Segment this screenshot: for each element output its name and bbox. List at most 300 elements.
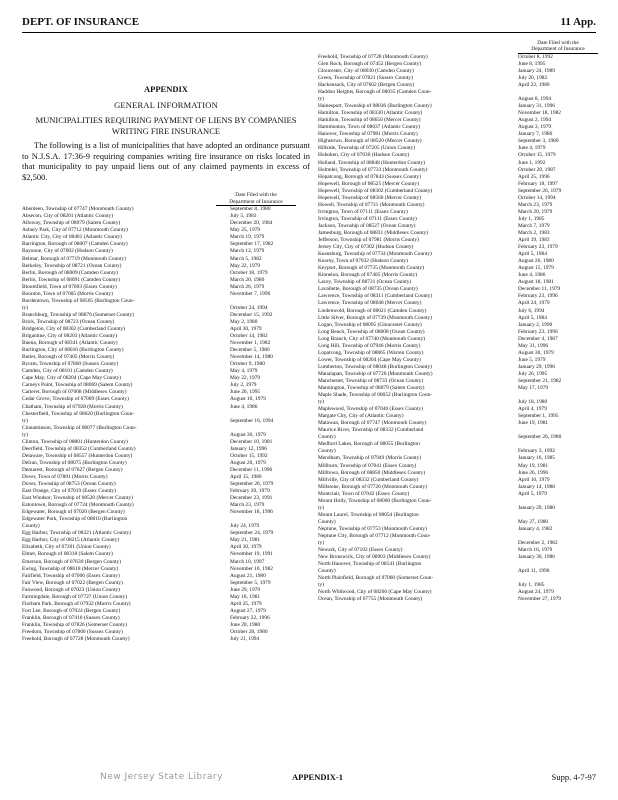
list-item xyxy=(318,300,598,307)
date-filed: September 16, 1994 xyxy=(230,417,274,424)
list-item xyxy=(318,167,598,174)
municipality-name: Gloucester, City of 08030 (Camden County) xyxy=(318,67,414,74)
municipality-name: Belmar, Borough of 07719 (Monmouth County) xyxy=(22,255,126,262)
date-filed: September 8, 1980 xyxy=(230,206,271,213)
list-item xyxy=(318,484,598,491)
list-item xyxy=(22,467,310,474)
list-item xyxy=(318,152,598,159)
list-item xyxy=(318,434,598,441)
list-item xyxy=(22,425,310,432)
date-filed: February 22, 1996 xyxy=(230,614,270,621)
list-item xyxy=(318,209,598,216)
municipality-name: County) xyxy=(318,434,336,441)
date-filed: June 4, 1986 xyxy=(230,403,258,410)
municipality-name: Jersey City, City of 07302 (Hudson County) xyxy=(318,244,414,251)
municipality-name: Lacey, Township of 08731 (Ocean County) xyxy=(318,279,412,286)
date-filed-heading-line2: Department of Insurance xyxy=(216,199,296,206)
municipality-name: Hopatcong, Borough of 07843 (Sussex County) xyxy=(318,173,422,180)
list-item xyxy=(318,526,598,533)
municipality-name: Dover, Township of 08753 (Ocean County) xyxy=(22,481,116,488)
date-filed: November 18, 1982 xyxy=(518,110,561,117)
date-filed: February 23, 1996 xyxy=(518,293,558,300)
list-item xyxy=(22,326,310,333)
date-filed: July 1, 1985 xyxy=(518,582,545,589)
list-item xyxy=(318,343,598,350)
list-item xyxy=(22,587,310,594)
date-filed: April 30, 1979 xyxy=(230,544,262,551)
municipality-name: Mannington, Township of 08079 (Salem County) xyxy=(318,385,425,392)
municipality-name: Branchburg, Township of 08876 (Somerset County) xyxy=(22,311,135,318)
list-item xyxy=(22,206,310,213)
list-item xyxy=(22,573,310,580)
date-filed: April 4, 1979 xyxy=(518,406,547,413)
date-filed: January 29, 1996 xyxy=(518,363,555,370)
list-item xyxy=(22,481,310,488)
date-filed: May 21, 1981 xyxy=(230,537,261,544)
municipality-name: Hopewell, Township of 08560 (Mercer County) xyxy=(318,194,422,201)
date-filed: October 14, 1982 xyxy=(230,333,268,340)
date-filed: June 26, 1996 xyxy=(518,469,549,476)
list-item xyxy=(22,502,310,509)
municipality-name: Hammonton, Town of 08037 (Atlantic County) xyxy=(318,124,420,131)
intro-paragraph: The following is a list of municipalities that have adopted an ordinance pursuant to N.J.S.A. 17:36-9 requiring companies writing fire insurance on risks located in that municipality to pay unpaid liens out of any claimed payments in excess of $2,500. xyxy=(22,140,310,182)
municipality-name: Maurice River, Township of 08332 (Cumberland xyxy=(318,427,424,434)
date-filed: August 21, 1980 xyxy=(230,572,266,579)
list-item xyxy=(22,241,310,248)
date-filed: July 6, 1994 xyxy=(518,307,545,314)
left-municipality-list xyxy=(22,206,310,643)
list-item xyxy=(318,413,598,420)
municipality-name: Bayonne, City of 07002 (Hudson County) xyxy=(22,248,113,255)
municipality-name: Highstown, Borough of 08520 (Mercer County) xyxy=(318,138,422,145)
date-filed: January 31, 1996 xyxy=(518,103,555,110)
list-item xyxy=(318,160,598,167)
list-item xyxy=(22,439,310,446)
list-item xyxy=(318,427,598,434)
date-filed: May 22, 1979 xyxy=(230,375,261,382)
date-filed: August 24, 1979 xyxy=(518,589,554,596)
municipality-name: ty) xyxy=(318,504,324,511)
list-item xyxy=(318,308,598,315)
list-item xyxy=(22,263,310,270)
date-filed: August 26, 1980 xyxy=(518,258,554,265)
list-item xyxy=(318,470,598,477)
municipality-name: Keansburg, Township of 07734 (Monmouth County) xyxy=(318,251,432,258)
list-item xyxy=(22,608,310,615)
municipality-name: Glen Rock, Borough of 07452 (Bergen County) xyxy=(318,60,422,67)
municipality-name: Elizabeth, City of 07201 (Union County) xyxy=(22,544,111,551)
list-item xyxy=(22,580,310,587)
municipality-name: Buena, Borough of 08341 (Atlantic County) xyxy=(22,340,118,347)
page-header xyxy=(22,10,596,33)
date-filed: August 3, 1979 xyxy=(518,124,552,131)
municipality-name: Fair View, Borough of 07022 (Bergen County) xyxy=(22,579,123,586)
municipality-name: Butler, Borough of 07405 (Morris County) xyxy=(22,354,115,361)
municipality-name: Atlantic City, City of 08401 (Atlantic County) xyxy=(22,234,122,241)
library-stamp: New Jersey State Library xyxy=(100,772,223,782)
municipality-name: Keyport, Borough of 07735 (Monmouth County) xyxy=(318,265,425,272)
date-filed: October 14, 1994 xyxy=(518,194,556,201)
list-item xyxy=(22,488,310,495)
date-filed: April 5, 1984 xyxy=(518,314,547,321)
list-item xyxy=(318,399,598,406)
date-filed: June 4, 1979 xyxy=(518,145,546,152)
municipality-name: Chesterfield, Township of 08620 (Burlington Coun- xyxy=(22,410,135,417)
appendix-title: APPENDIX xyxy=(144,84,188,94)
municipality-name: Lavallette, Borough of 08735 (Ocean County) xyxy=(318,286,418,293)
date-filed: March 20, 1979 xyxy=(518,208,553,215)
date-filed: October 15, 1992 xyxy=(230,452,268,459)
list-item xyxy=(22,305,310,312)
municipality-name: Milltown, Borough of 08850 (Middlesex County) xyxy=(318,469,426,476)
municipality-name: Fairfield, Township of 07006 (Essex County) xyxy=(22,572,120,579)
date-filed: May 31, 1996 xyxy=(518,342,549,349)
right-column xyxy=(318,40,598,603)
list-item xyxy=(318,258,598,265)
date-filed xyxy=(516,427,598,434)
date-filed: July 5, 1983 xyxy=(230,213,257,220)
municipality-name: North Hanover, Township of 08541 (Burlington xyxy=(318,561,422,568)
municipality-name: Lumberton, Township of 08048 (Burlington County) xyxy=(318,363,432,370)
municipality-name: Irvington, Township of 07111 (Essex County) xyxy=(318,215,417,222)
municipality-name: Byram, Township of 07860 (Sussex County) xyxy=(22,361,119,368)
municipality-name: ty) xyxy=(22,431,28,438)
list-item xyxy=(318,554,598,561)
date-filed: March 12, 1979 xyxy=(230,248,265,255)
date-filed: November 10, 1982 xyxy=(230,565,273,572)
date-filed: February 18, 1997 xyxy=(518,180,558,187)
list-item xyxy=(318,223,598,230)
list-item xyxy=(22,418,310,425)
municipality-name: Delaware, Township of 08557 (Hunterdon County) xyxy=(22,452,133,459)
municipality-name: Cape May, City of 08204 (Cape May County) xyxy=(22,375,122,382)
date-filed: October 18, 1979 xyxy=(230,269,268,276)
list-item xyxy=(22,227,310,234)
municipality-name: Mount Laurel, Township of 08054 (Burlington xyxy=(318,511,419,518)
date-filed: April 25, 1996 xyxy=(518,173,550,180)
municipality-name: Matawan, Borough of 07747 (Monmouth County) xyxy=(318,420,427,427)
list-item xyxy=(318,68,598,75)
date-filed: March 5, 1982 xyxy=(230,255,262,262)
municipality-name: East Orange, City of 07019 (Essex County) xyxy=(22,488,116,495)
date-filed: September 26, 1979 xyxy=(230,481,274,488)
date-filed: April 22, 1980 xyxy=(518,82,550,88)
date-filed: August 18, 1981 xyxy=(518,279,554,286)
list-item xyxy=(22,446,310,453)
date-filed: August 27, 1979 xyxy=(230,607,266,614)
date-filed: January 12, 1996 xyxy=(230,445,267,452)
date-filed: April 19, 1983 xyxy=(518,237,550,244)
date-filed xyxy=(516,561,598,568)
list-item xyxy=(318,138,598,145)
list-item xyxy=(318,279,598,286)
list-item xyxy=(22,213,310,220)
list-item xyxy=(318,293,598,300)
municipality-name: Bridgeton, City of 08302 (Cumberland County) xyxy=(22,325,126,332)
list-item xyxy=(318,117,598,124)
date-filed: March 7, 1979 xyxy=(518,222,550,229)
list-item xyxy=(318,181,598,188)
date-filed: December 10, 1981 xyxy=(230,438,273,445)
date-filed: October 20, 1987 xyxy=(518,166,556,173)
municipality-name: Kearny, Town of 07032 (Hudson County) xyxy=(318,258,408,265)
footer-supplement: Supp. 4-7-97 xyxy=(551,772,596,782)
list-item xyxy=(22,382,310,389)
list-item xyxy=(318,448,598,455)
municipality-name: Carneys Point, Township of 08069 (Salem County) xyxy=(22,382,133,389)
list-item xyxy=(22,559,310,566)
municipality-name: Carteret, Borough of 07008 (Middlesex County) xyxy=(22,389,127,396)
date-filed xyxy=(516,533,598,540)
list-item xyxy=(22,368,310,375)
date-filed: September 26, 1979 xyxy=(518,187,562,194)
date-filed xyxy=(516,512,598,519)
header-department: DEPT. OF INSURANCE xyxy=(22,16,140,28)
municipality-name: Maplewood, Township of 07040 (Essex County) xyxy=(318,406,423,413)
municipality-name: County) xyxy=(318,518,336,525)
list-item xyxy=(318,230,598,237)
date-filed: November 1, 1982 xyxy=(230,340,271,347)
municipality-name: Franklin, Borough of 07416 (Sussex County) xyxy=(22,614,120,621)
list-item xyxy=(318,145,598,152)
date-filed: September 21, 1982 xyxy=(518,377,562,384)
municipality-name: Irvington, Town of 07111 (Essex County) xyxy=(318,208,408,215)
municipality-name: Cedar Grove, Township of 07009 (Essex County) xyxy=(22,396,129,403)
municipality-name: Absecon, City of 08201 (Atlantic County) xyxy=(22,213,114,220)
list-item xyxy=(318,371,598,378)
date-filed: March 16, 1979 xyxy=(518,547,553,554)
municipality-name: Medford Lakes, Borough of 08055 (Burlington xyxy=(318,441,420,448)
list-item xyxy=(318,237,598,244)
left-column xyxy=(22,40,310,643)
list-item xyxy=(318,378,598,385)
list-item xyxy=(318,322,598,329)
date-filed xyxy=(228,411,310,418)
list-item xyxy=(22,312,310,319)
list-item xyxy=(22,284,310,291)
date-filed: April 15, 1980 xyxy=(230,473,262,480)
municipality-name: Freehold, Township of 07728 (Monmouth County) xyxy=(318,53,428,60)
date-filed: July 20, 1982 xyxy=(518,74,548,81)
list-item xyxy=(318,174,598,181)
list-item xyxy=(318,195,598,202)
list-item xyxy=(22,333,310,340)
municipality-name: Hackensack, City of 07602 (Bergen County) xyxy=(318,82,415,88)
list-item xyxy=(318,329,598,336)
date-filed: December 11, 1996 xyxy=(230,466,273,473)
municipality-name: Jackson, Township of 08527 (Ocean County) xyxy=(318,222,416,229)
list-item xyxy=(318,547,598,554)
list-item xyxy=(22,404,310,411)
date-filed: January 30, 1986 xyxy=(518,554,555,561)
municipality-name: Neptune City, Borough of 07712 (Monmouth Coun- xyxy=(318,533,431,539)
list-item xyxy=(318,540,598,547)
municipality-name: Fanwood, Borough of 07023 (Union County) xyxy=(22,586,120,593)
list-item xyxy=(318,455,598,462)
list-item xyxy=(318,272,598,279)
date-filed: November 7, 1996 xyxy=(230,290,271,297)
date-filed: September 26, 1980 xyxy=(518,434,562,441)
municipality-name: East Windsor, Township of 08520 (Mercer County) xyxy=(22,495,133,502)
date-filed: May 17, 1979 xyxy=(518,385,549,392)
municipality-name: Alloway, Township of 08079 (Salem County) xyxy=(22,220,121,227)
municipality-name: Demarest, Borough of 07627 (Bergen County) xyxy=(22,466,123,473)
municipalities-title: MUNICIPALITIES REQUIRING PAYMENT OF LIENS BY COMPANIES WRITING FIRE INSURANCE xyxy=(35,115,297,136)
date-filed: January 16, 1985 xyxy=(518,455,555,462)
date-filed: May 27, 1980 xyxy=(518,518,549,525)
municipality-name: Barrington, Borough of 08007 (Camden County) xyxy=(22,241,128,248)
date-filed xyxy=(228,298,310,305)
municipality-name: Cinnaminson, Township of 08077 (Burlington Coun- xyxy=(22,424,137,431)
date-filed: September 24, 1979 xyxy=(230,530,274,537)
date-filed: February 23, 1979 xyxy=(518,244,558,251)
date-filed: May 18, 1981 xyxy=(230,593,261,600)
municipality-name: New Brunswick, City of 08903 (Middlesex County) xyxy=(318,554,431,561)
date-filed: August 20, 1979 xyxy=(230,459,266,466)
list-item xyxy=(22,277,310,284)
list-item xyxy=(22,615,310,622)
municipality-name: Haddon Heights, Borough of 08035 (Camden Coun- xyxy=(318,89,432,96)
municipality-name: ty) xyxy=(22,417,28,424)
list-item xyxy=(318,61,598,68)
list-item xyxy=(22,319,310,326)
municipality-name: Berkeley, Township of 08721 (Ocean County) xyxy=(22,262,122,269)
list-item xyxy=(318,89,598,96)
municipality-name: Asbury Park, City of 07712 (Monmouth County) xyxy=(22,227,128,234)
municipality-name: Logan, Township of 08095 (Gloucester County) xyxy=(318,321,422,328)
municipality-name: Hamilton, Township of 08330 (Atlantic County) xyxy=(318,110,423,117)
list-item xyxy=(318,96,598,103)
list-item xyxy=(318,498,598,505)
list-item xyxy=(318,188,598,195)
municipality-name: Mount Holly, Township of 08060 (Burlington Coun- xyxy=(318,497,432,504)
date-filed: September 3, 1980 xyxy=(518,138,559,145)
list-item xyxy=(22,270,310,277)
list-item xyxy=(22,495,310,502)
date-filed: August 30, 1979 xyxy=(230,431,266,438)
date-filed: May 25, 1979 xyxy=(230,227,261,234)
list-item xyxy=(22,566,310,573)
list-item xyxy=(318,441,598,448)
list-item xyxy=(318,582,598,589)
municipality-name: Lopatcong, Township of 08865 (Warren County) xyxy=(318,349,424,356)
municipality-name: Brigantine, City of 08203 (Atlantic County) xyxy=(22,333,117,340)
list-item xyxy=(318,251,598,258)
date-filed: June 4, 1986 xyxy=(518,272,546,279)
date-filed: April 11, 1996 xyxy=(518,568,550,575)
list-item xyxy=(22,460,310,467)
date-filed xyxy=(516,498,598,505)
date-filed: November 27, 1979 xyxy=(518,596,561,603)
municipality-name: Florham Park, Borough of 07932 (Morris County) xyxy=(22,600,131,607)
date-filed: May 4, 1979 xyxy=(230,368,258,375)
municipality-name: Egg Harbor, City of 08215 (Atlantic County) xyxy=(22,537,120,544)
list-item xyxy=(318,103,598,110)
date-filed: April 25, 1979 xyxy=(230,600,262,607)
list-item xyxy=(22,234,310,241)
date-filed: January 29, 1980 xyxy=(518,504,555,511)
list-item xyxy=(22,361,310,368)
date-filed: October 28, 1980 xyxy=(230,629,268,635)
date-filed: June 1, 1992 xyxy=(518,159,546,166)
list-item xyxy=(318,124,598,131)
list-item xyxy=(318,315,598,322)
date-filed-heading xyxy=(216,192,296,206)
list-item xyxy=(22,298,310,305)
municipality-name: Hopewell, Township of 08302 (Cumberland County) xyxy=(318,187,433,194)
list-item xyxy=(22,375,310,382)
date-filed: January 14, 1988 xyxy=(518,483,555,490)
municipality-name: Long Hill, Township of 07946 (Morris County) xyxy=(318,342,421,349)
date-filed: July 24, 1979 xyxy=(230,523,260,530)
right-municipality-list xyxy=(318,54,598,604)
municipality-name: County) xyxy=(318,448,336,455)
municipality-name: Millburn, Township of 07041 (Essex County) xyxy=(318,462,417,469)
municipality-name: Eatontown, Borough of 07724 (Monmouth County) xyxy=(22,502,134,509)
date-filed: March 10, 1997 xyxy=(230,558,265,565)
list-item xyxy=(22,347,310,354)
municipality-name: North Plainfield, Borough of 07060 (Somerset Coun- xyxy=(318,575,434,582)
municipality-name: Freedom, Township of 07860 (Sussex County) xyxy=(22,629,123,635)
municipality-name: County) xyxy=(318,568,336,575)
list-item xyxy=(318,350,598,357)
date-filed: January 24, 1989 xyxy=(518,67,555,74)
municipality-name: Margate City, City of (Atlantic County) xyxy=(318,413,404,420)
list-item xyxy=(318,505,598,512)
municipality-name: Millstone, Borough of 07726 (Monmouth County) xyxy=(318,483,428,490)
date-filed: December 23, 1991 xyxy=(230,495,273,502)
date-filed: January 2, 1990 xyxy=(518,321,553,328)
list-item xyxy=(318,364,598,371)
municipality-name: Edgewater, Borough of 07020 (Bergen County) xyxy=(22,509,125,516)
municipality-name: ty) xyxy=(318,96,324,103)
list-item xyxy=(318,512,598,519)
list-item xyxy=(318,75,598,82)
date-filed xyxy=(516,89,598,96)
date-filed: May 19, 1981 xyxy=(518,462,549,469)
date-filed: October 9, 1980 xyxy=(230,361,265,368)
municipality-name: Mendham, Township of 07949 (Morris County) xyxy=(318,455,422,462)
date-filed: August 10, 1979 xyxy=(230,396,266,403)
municipality-name: Lindenwold, Borough of 08021 (Camden County) xyxy=(318,307,427,314)
list-item xyxy=(318,336,598,343)
list-item xyxy=(318,54,598,61)
list-item xyxy=(318,110,598,117)
date-filed: December 15, 1992 xyxy=(230,311,273,318)
list-item xyxy=(318,216,598,223)
list-item xyxy=(318,519,598,526)
municipality-name: Howell, Township of 07731 (Monmouth County) xyxy=(318,201,425,208)
list-item xyxy=(22,340,310,347)
date-filed xyxy=(516,575,598,582)
date-filed: February 20, 1979 xyxy=(230,488,270,495)
date-filed: October 24, 1994 xyxy=(230,304,268,311)
header-chapter: 11 App. xyxy=(560,16,596,28)
date-filed: September 5, 1979 xyxy=(230,579,271,586)
list-item xyxy=(318,406,598,413)
municipality-name: Lawrence, Township of 08311 (Cumberland County) xyxy=(318,293,433,300)
list-item xyxy=(22,622,310,629)
municipality-name: Jefferson, Township of 07981 (Morris County) xyxy=(318,237,419,244)
date-filed: September 1, 1995 xyxy=(518,413,559,420)
list-item xyxy=(22,256,310,263)
municipality-name: Berlin, Borough of 08009 (Camden County) xyxy=(22,269,118,276)
municipality-name: Holland, Township of 08848 (Hunterdon County) xyxy=(318,159,426,166)
municipality-name: Deerfield, Township of 08352 (Cumberland County) xyxy=(22,445,136,452)
list-item xyxy=(318,420,598,427)
list-item xyxy=(318,131,598,138)
date-filed: November 14, 1980 xyxy=(230,354,273,361)
